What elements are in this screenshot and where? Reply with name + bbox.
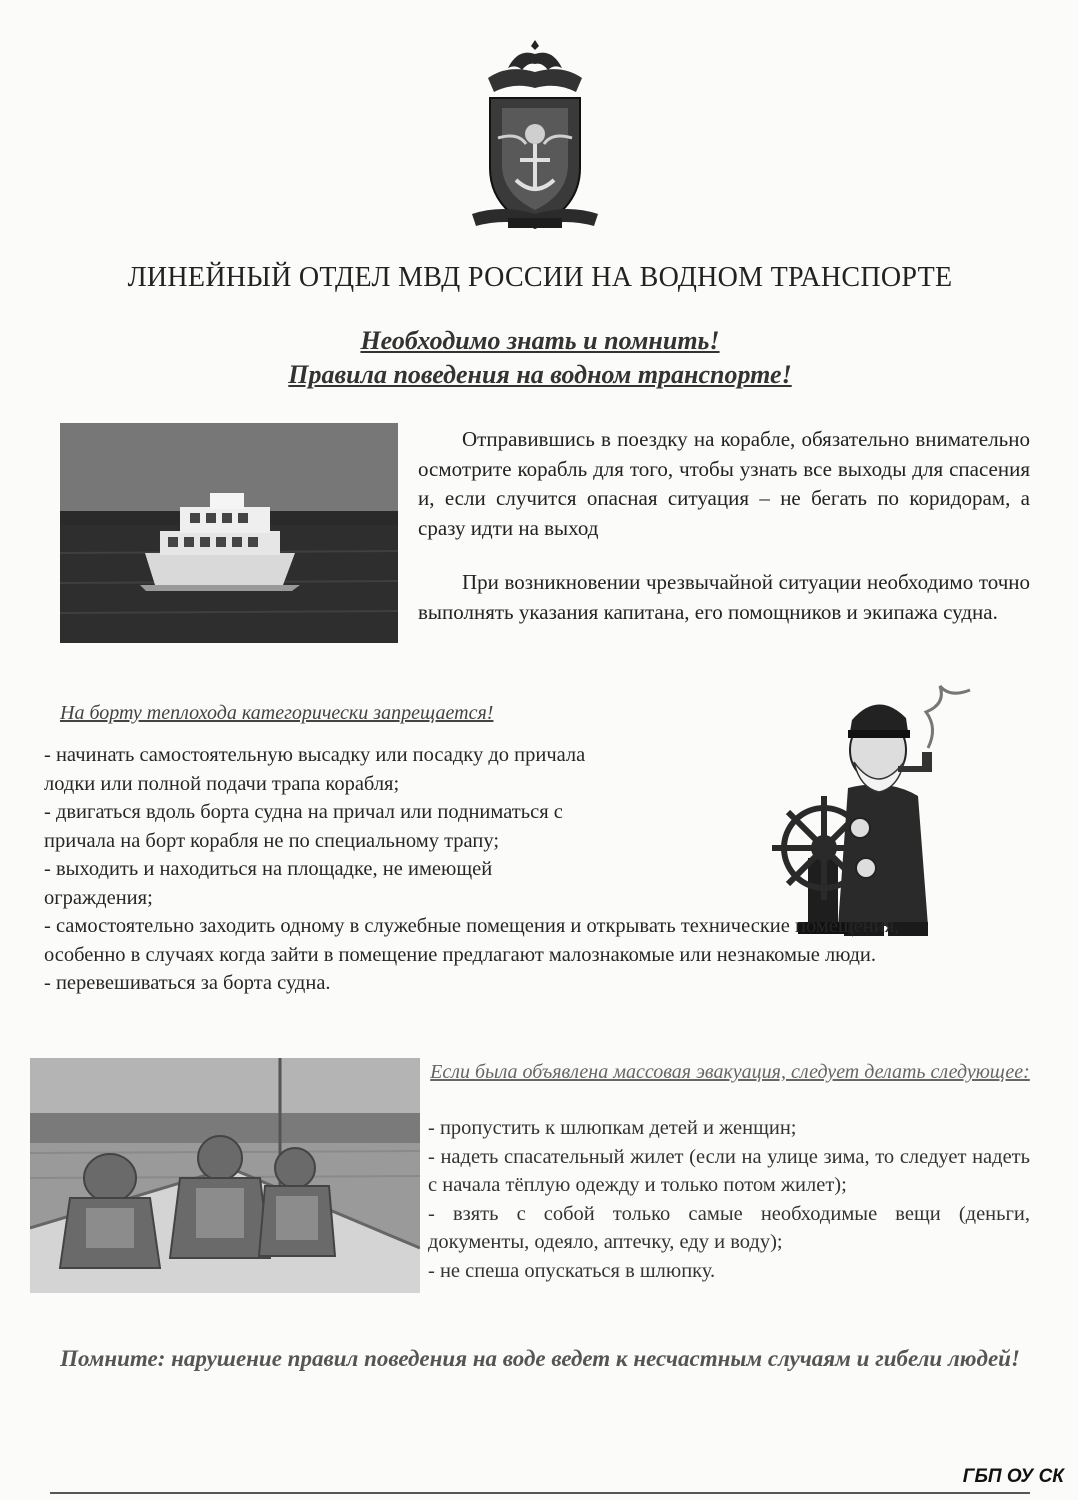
mvd-transport-emblem-icon	[468, 38, 602, 238]
evacuation-item: - надеть спасательный жилет (если на улице зима, то следует надеть с начала тёплую одежду и только потом жилет);	[428, 1145, 1030, 1196]
prohibited-item: - начинать самостоятельную высадку или посадку до причала лодки или полной подачи трапа корабля;	[44, 744, 586, 795]
evacuation-heading: Если была объявлена массовая эвакуация, следует делать следующее:	[430, 1061, 1030, 1083]
evacuation-item: - пропустить к шлюпкам детей и женщин;	[428, 1117, 797, 1139]
prohibited-item: - выходить и находиться на площадке, не имеющей ограждения;	[44, 858, 493, 909]
heading-rules: Правила поведения на водном транспорте!	[288, 360, 792, 389]
prohibited-item: - самостоятельно заходить одному в служебные помещения и открывать технические помещения, особенно в случаях когда зайти в помещение предлагают малознакомые или незнакомые люди.	[44, 915, 900, 966]
footer-mark: ГБП ОУ СК	[962, 1466, 1064, 1487]
prohibited-list	[44, 741, 904, 998]
heading-know-and-remember: Необходимо знать и помнить!	[360, 326, 720, 355]
evacuation-list	[428, 1114, 1030, 1285]
reminder-text: Помните: нарушение правил поведения на воде ведет к несчастным случаям и гибели людей!	[60, 1346, 1020, 1371]
people-in-life-jackets-photo	[30, 1058, 420, 1293]
prohibited-item: - двигаться вдоль борта судна на причал или подниматься с причала на борт корабля не по специальному трапу;	[44, 801, 563, 852]
intro-paragraph-2: При возникновении чрезвычайной ситуации необходимо точно выполнять указания капитана, его помощников и экипажа судна.	[418, 570, 1030, 624]
prohibited-item: - перевешиваться за борта судна.	[44, 972, 331, 994]
evacuation-item: - не спеша опускаться в шлюпку.	[428, 1259, 716, 1282]
ship-on-water-photo	[60, 423, 398, 643]
organization-title: ЛИНЕЙНЫЙ ОТДЕЛ МВД РОССИИ НА ВОДНОМ ТРАНСПОРТЕ	[127, 262, 953, 293]
evacuation-item: - взять с собой только самые необходимые вещи (деньги, документы, одеяло, аптечку, еду и воду);	[428, 1202, 1030, 1253]
footer-divider	[50, 1492, 1030, 1494]
prohibited-heading: На борту теплохода категорически запрещается!	[60, 702, 494, 724]
intro-paragraph-1: Отправившись в поездку на корабле, обязательно внимательно осмотрите корабль для того, чтобы узнать все выходы для спасения и, если случится опасная ситуация – не бегать по коридорам, а сразу идти на выход	[418, 427, 1030, 540]
